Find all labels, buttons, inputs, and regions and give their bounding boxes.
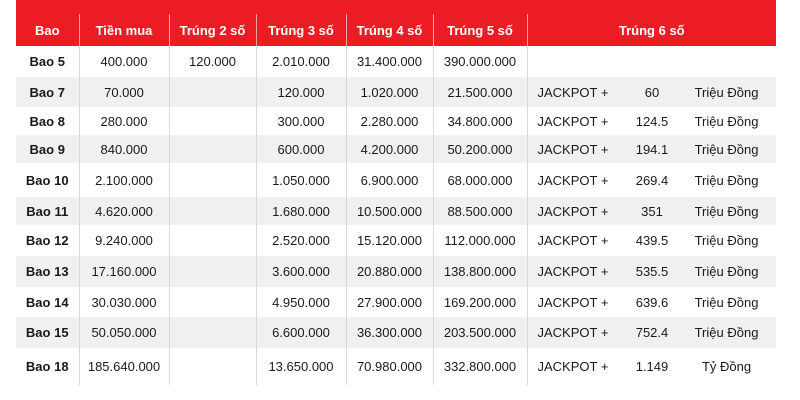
- cell-trung-4: 20.880.000: [346, 256, 433, 287]
- cell-trung-4: 15.120.000: [346, 225, 433, 256]
- cell-trung-3: 120.000: [256, 77, 346, 107]
- cell-unit: [677, 46, 776, 77]
- cell-unit: Triệu Đồng: [677, 163, 776, 197]
- cell-jackpot: JACKPOT +: [527, 77, 627, 107]
- cell-tien-mua: 50.050.000: [79, 317, 169, 348]
- header-trung-3: Trúng 3 số: [256, 14, 346, 46]
- cell-trung-3: 6.600.000: [256, 317, 346, 348]
- top-red-bar: [16, 0, 776, 14]
- cell-unit: Triệu Đồng: [677, 197, 776, 225]
- cell-trung-5: 21.500.000: [433, 77, 527, 107]
- cell-trung-2: [169, 348, 256, 385]
- table-row: [16, 317, 776, 348]
- table-row: [16, 135, 776, 163]
- cell-trung-5: 390.000.000: [433, 46, 527, 77]
- header-bao: Bao: [16, 14, 79, 46]
- table-row: [16, 197, 776, 225]
- cell-amount: 1.149: [627, 348, 677, 385]
- cell-trung-4: 4.200.000: [346, 135, 433, 163]
- cell-trung-3: 13.650.000: [256, 348, 346, 385]
- cell-trung-5: 68.000.000: [433, 163, 527, 197]
- cell-bao: Bao 12: [16, 225, 79, 256]
- cell-trung-2: [169, 197, 256, 225]
- cell-trung-3: 600.000: [256, 135, 346, 163]
- header-trung-5: Trúng 5 số: [433, 14, 527, 46]
- table-row: [16, 107, 776, 135]
- cell-unit: Triệu Đồng: [677, 135, 776, 163]
- cell-trung-2: [169, 163, 256, 197]
- cell-trung-3: 1.680.000: [256, 197, 346, 225]
- table-row: [16, 163, 776, 197]
- cell-bao: Bao 18: [16, 348, 79, 385]
- table-row: [16, 77, 776, 107]
- cell-amount: 194.1: [627, 135, 677, 163]
- cell-amount: 439.5: [627, 225, 677, 256]
- cell-amount: 124.5: [627, 107, 677, 135]
- table-row: [16, 287, 776, 317]
- cell-trung-5: 138.800.000: [433, 256, 527, 287]
- cell-jackpot: JACKPOT +: [527, 317, 627, 348]
- cell-trung-5: 332.800.000: [433, 348, 527, 385]
- cell-unit: Triệu Đồng: [677, 107, 776, 135]
- cell-trung-3: 2.010.000: [256, 46, 346, 77]
- cell-amount: 535.5: [627, 256, 677, 287]
- cell-unit: Triệu Đồng: [677, 317, 776, 348]
- cell-tien-mua: 4.620.000: [79, 197, 169, 225]
- cell-jackpot: JACKPOT +: [527, 256, 627, 287]
- cell-trung-3: 3.600.000: [256, 256, 346, 287]
- prize-table-container: [16, 0, 776, 385]
- cell-jackpot: JACKPOT +: [527, 348, 627, 385]
- cell-jackpot: JACKPOT +: [527, 135, 627, 163]
- cell-bao: Bao 13: [16, 256, 79, 287]
- table-body: [16, 46, 776, 385]
- cell-tien-mua: 185.640.000: [79, 348, 169, 385]
- table-header: [16, 14, 776, 46]
- cell-trung-4: 27.900.000: [346, 287, 433, 317]
- cell-amount: 639.6: [627, 287, 677, 317]
- cell-amount: [627, 46, 677, 77]
- cell-tien-mua: 17.160.000: [79, 256, 169, 287]
- cell-tien-mua: 30.030.000: [79, 287, 169, 317]
- cell-unit: Triệu Đồng: [677, 225, 776, 256]
- cell-jackpot: JACKPOT +: [527, 225, 627, 256]
- cell-jackpot: JACKPOT +: [527, 163, 627, 197]
- table-row: [16, 256, 776, 287]
- cell-amount: 351: [627, 197, 677, 225]
- cell-bao: Bao 9: [16, 135, 79, 163]
- table-row: [16, 348, 776, 385]
- cell-trung-5: 88.500.000: [433, 197, 527, 225]
- cell-trung-4: 70.980.000: [346, 348, 433, 385]
- cell-tien-mua: 2.100.000: [79, 163, 169, 197]
- cell-bao: Bao 15: [16, 317, 79, 348]
- cell-trung-4: 2.280.000: [346, 107, 433, 135]
- cell-trung-2: [169, 256, 256, 287]
- cell-trung-3: 1.050.000: [256, 163, 346, 197]
- cell-trung-4: 1.020.000: [346, 77, 433, 107]
- cell-unit: Tỷ Đồng: [677, 348, 776, 385]
- cell-unit: Triệu Đồng: [677, 287, 776, 317]
- cell-jackpot: JACKPOT +: [527, 287, 627, 317]
- cell-trung-2: [169, 135, 256, 163]
- header-trung-4: Trúng 4 số: [346, 14, 433, 46]
- cell-bao: Bao 7: [16, 77, 79, 107]
- header-trung-6: Trúng 6 số: [527, 14, 776, 46]
- cell-trung-5: 112.000.000: [433, 225, 527, 256]
- cell-tien-mua: 9.240.000: [79, 225, 169, 256]
- table-row: [16, 225, 776, 256]
- cell-amount: 60: [627, 77, 677, 107]
- cell-trung-2: [169, 317, 256, 348]
- cell-tien-mua: 70.000: [79, 77, 169, 107]
- prize-table: [16, 14, 776, 385]
- cell-jackpot: JACKPOT +: [527, 107, 627, 135]
- cell-bao: Bao 10: [16, 163, 79, 197]
- cell-bao: Bao 5: [16, 46, 79, 77]
- cell-trung-2: [169, 287, 256, 317]
- cell-trung-5: 203.500.000: [433, 317, 527, 348]
- header-trung-2: Trúng 2 số: [169, 14, 256, 46]
- cell-jackpot: JACKPOT +: [527, 197, 627, 225]
- cell-trung-3: 4.950.000: [256, 287, 346, 317]
- cell-bao: Bao 11: [16, 197, 79, 225]
- header-tien-mua: Tiền mua: [79, 14, 169, 46]
- cell-trung-5: 169.200.000: [433, 287, 527, 317]
- cell-unit: Triệu Đồng: [677, 256, 776, 287]
- cell-jackpot: [527, 46, 627, 77]
- cell-trung-4: 31.400.000: [346, 46, 433, 77]
- cell-trung-4: 36.300.000: [346, 317, 433, 348]
- cell-tien-mua: 400.000: [79, 46, 169, 77]
- cell-bao: Bao 14: [16, 287, 79, 317]
- cell-unit: Triệu Đồng: [677, 77, 776, 107]
- cell-trung-3: 2.520.000: [256, 225, 346, 256]
- cell-trung-5: 34.800.000: [433, 107, 527, 135]
- cell-amount: 269.4: [627, 163, 677, 197]
- cell-trung-5: 50.200.000: [433, 135, 527, 163]
- cell-trung-4: 10.500.000: [346, 197, 433, 225]
- cell-tien-mua: 840.000: [79, 135, 169, 163]
- cell-trung-2: [169, 77, 256, 107]
- cell-tien-mua: 280.000: [79, 107, 169, 135]
- cell-trung-3: 300.000: [256, 107, 346, 135]
- cell-trung-2: [169, 225, 256, 256]
- cell-trung-2: [169, 107, 256, 135]
- cell-bao: Bao 8: [16, 107, 79, 135]
- cell-trung-2: 120.000: [169, 46, 256, 77]
- cell-trung-4: 6.900.000: [346, 163, 433, 197]
- table-row: [16, 46, 776, 77]
- cell-amount: 752.4: [627, 317, 677, 348]
